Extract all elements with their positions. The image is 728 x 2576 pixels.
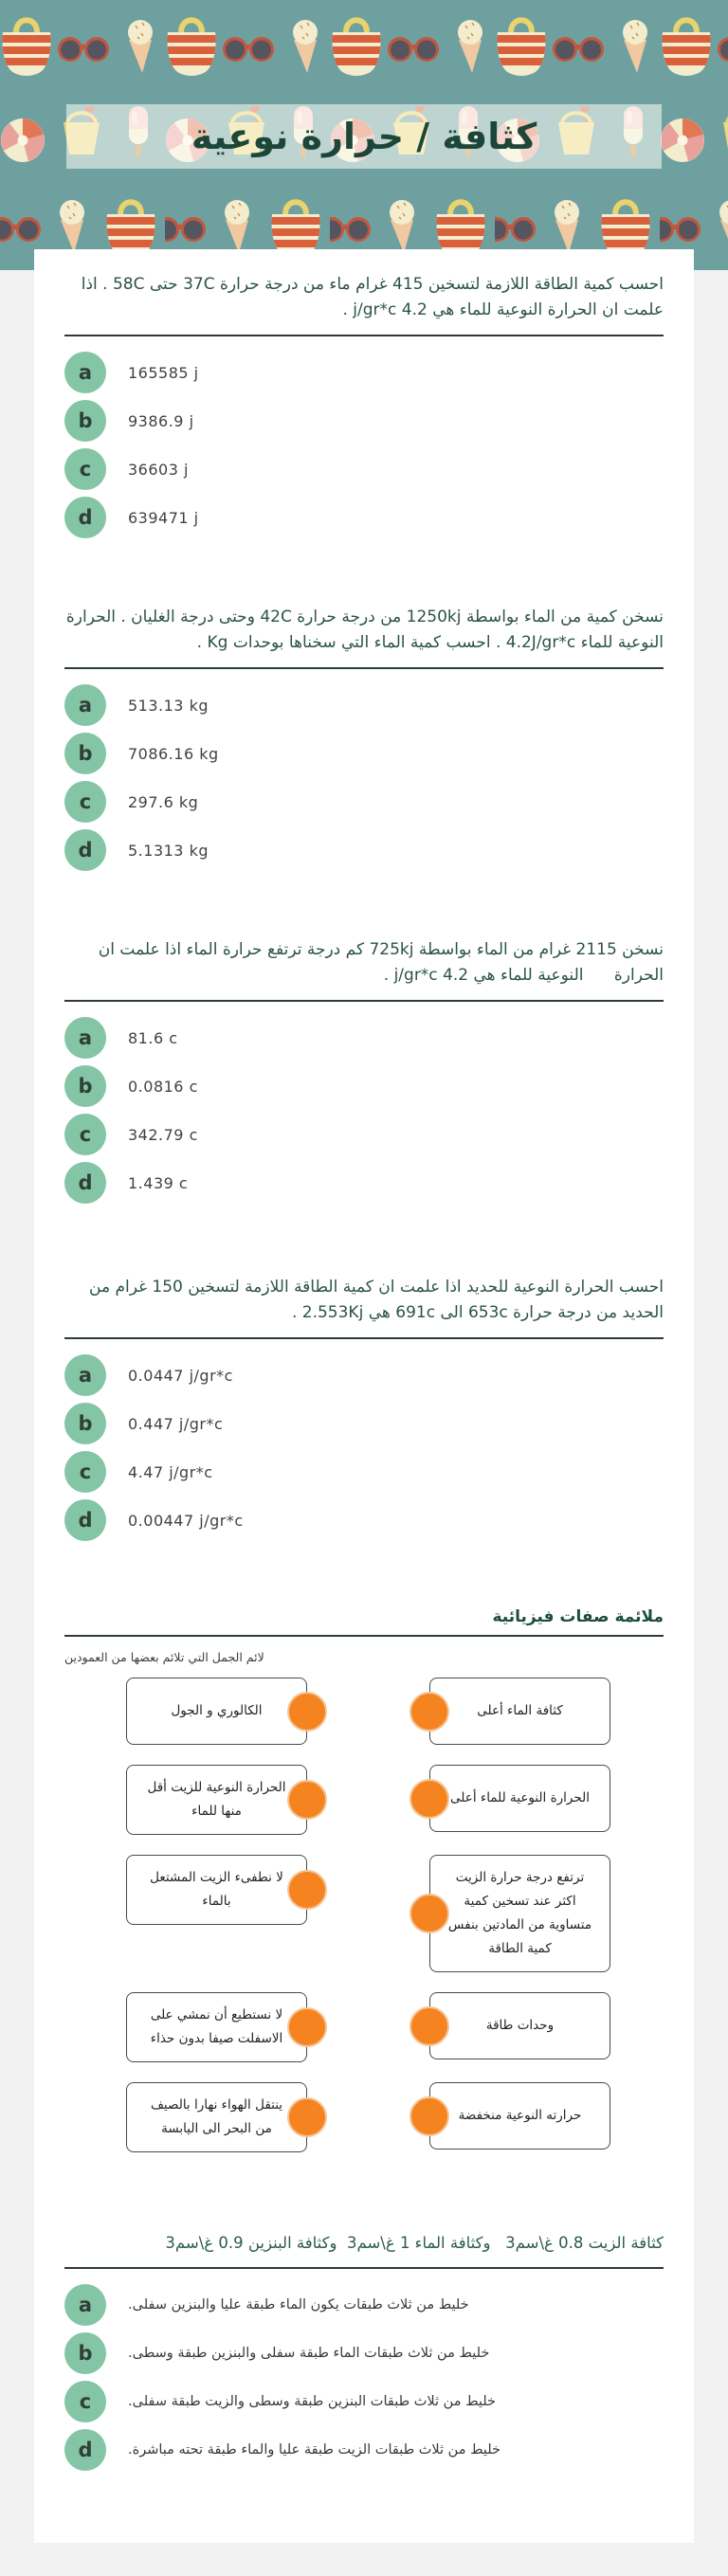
option-letter-badge[interactable]: a xyxy=(64,352,106,393)
match-connector-dot[interactable] xyxy=(287,2007,327,2047)
option-text: خليط من ثلاث طبقات الزيت طبقة عليا والماء طبقة تحته مباشرة. xyxy=(128,2442,501,2458)
option-text: 9386.9 j xyxy=(128,411,194,430)
question-divider xyxy=(64,1000,664,1002)
option-letter-badge[interactable]: b xyxy=(64,1403,106,1444)
answer-option[interactable] xyxy=(64,1403,664,1444)
option-letter-badge[interactable]: a xyxy=(64,684,106,726)
option-text: خليط من ثلاث طبقات الماء طبقة سفلى والبنزين طبقة وسطى. xyxy=(128,2346,490,2361)
question-text: كثافة الزيت 0.8 غ\سم3 وكثافة الماء 1 غ\سم3 وكثافة البنزين 0.9 غ\سم3 xyxy=(165,2234,664,2252)
option-text: 1.439 c xyxy=(128,1173,189,1192)
question-text: نسخن كمية من الماء بواسطة 1250kj من درجة حرارة 42C وحتى درجة الغليان . الحرارة النوعية للماء 4.2J/gr*c . احسب كمية الماء التي سخناها بوحدات Kg . xyxy=(65,608,664,652)
answer-option[interactable] xyxy=(64,1354,664,1396)
match-right-box[interactable] xyxy=(429,1855,610,1972)
matching-row-3 xyxy=(126,1855,610,1972)
option-letter-badge[interactable]: c xyxy=(64,448,106,490)
option-text: 0.0447 j/gr*c xyxy=(128,1366,233,1385)
answer-option[interactable] xyxy=(64,497,664,538)
answer-option[interactable] xyxy=(64,2381,664,2422)
match-right-text: وحدات طاقة xyxy=(485,2018,555,2033)
option-text: 36603 j xyxy=(128,460,189,479)
option-letter-badge[interactable]: c xyxy=(64,1114,106,1155)
match-left-box[interactable] xyxy=(126,1855,307,1925)
option-text: 342.79 c xyxy=(128,1125,198,1144)
option-letter-badge[interactable]: d xyxy=(64,1162,106,1204)
option-text: 5.1313 kg xyxy=(128,841,209,860)
answer-option[interactable] xyxy=(64,2429,664,2471)
quiz-card xyxy=(34,249,694,2543)
option-letter-badge[interactable]: a xyxy=(64,1017,106,1059)
question-divider xyxy=(64,2267,664,2269)
section-divider xyxy=(64,1635,664,1637)
option-letter-badge[interactable]: c xyxy=(64,1451,106,1493)
answer-option[interactable] xyxy=(64,684,664,726)
match-connector-dot[interactable] xyxy=(287,2097,327,2137)
answer-option[interactable] xyxy=(64,781,664,823)
option-letter-badge[interactable]: a xyxy=(64,1354,106,1396)
option-text: خليط من ثلاث طبقات يكون الماء طبقة عليا والبنزين سفلى. xyxy=(128,2297,469,2313)
answer-option[interactable] xyxy=(64,733,664,774)
title-banner xyxy=(66,104,662,169)
match-left-box[interactable] xyxy=(126,1678,307,1745)
match-right-text: حرارته النوعية منخفضة xyxy=(458,2108,582,2123)
question-block-3 xyxy=(64,937,664,1204)
question-block-1 xyxy=(64,272,664,538)
answer-option[interactable] xyxy=(64,1499,664,1541)
option-letter-badge[interactable]: d xyxy=(64,2429,106,2471)
answer-option[interactable] xyxy=(64,1017,664,1059)
match-right-text: كثافة الماء أعلى xyxy=(477,1703,563,1718)
question-divider xyxy=(64,335,664,336)
match-right-box[interactable] xyxy=(429,1992,610,2059)
option-letter-badge[interactable]: d xyxy=(64,497,106,538)
answer-option[interactable] xyxy=(64,448,664,490)
match-connector-dot[interactable] xyxy=(410,1779,449,1819)
option-text: 297.6 kg xyxy=(128,792,199,811)
answer-option[interactable] xyxy=(64,1162,664,1204)
option-text: 7086.16 kg xyxy=(128,744,219,763)
answer-option[interactable] xyxy=(64,1065,664,1107)
option-text: 0.0816 c xyxy=(128,1077,198,1096)
question-divider xyxy=(64,667,664,669)
match-left-text: لا نطفىء الزيت المشتعل بالماء xyxy=(150,1870,283,1909)
option-text: خليط من ثلاث طبقات البنزين طبقة وسطى والزيت طبقة سفلى. xyxy=(128,2394,497,2409)
question-block-2 xyxy=(64,605,664,871)
option-letter-badge[interactable]: d xyxy=(64,1499,106,1541)
answer-option[interactable] xyxy=(64,829,664,871)
match-right-box[interactable] xyxy=(429,2082,610,2150)
question-text: نسخن 2115 غرام من الماء بواسطة 725kj كم درجة ترتفع حرارة الماء اذا علمت ان الحرارة النوعية للماء هي 4.2 j/gr*c . xyxy=(98,940,664,985)
matching-row-2 xyxy=(126,1765,610,1835)
match-right-text: ترتفع درجة حرارة الزيت اكثر عند تسخين كمية متساوية من المادتين بنفس كمية الطاقة xyxy=(447,1870,592,1956)
matching-section xyxy=(64,1607,664,2152)
option-text: 4.47 j/gr*c xyxy=(128,1462,213,1481)
question-block-5 xyxy=(64,2230,664,2471)
question-text: احسب الحرارة النوعية للحديد اذا علمت ان كمية الطاقة اللازمة لتسخين 150 غرام من الحديد من درجة حرارة 653c الى 691c هي 2.553Kj . xyxy=(89,1278,664,1322)
answer-option[interactable] xyxy=(64,1114,664,1155)
match-connector-dot[interactable] xyxy=(410,2006,449,2046)
answer-option[interactable] xyxy=(64,2284,664,2326)
option-letter-badge[interactable]: c xyxy=(64,2381,106,2422)
decorative-header xyxy=(0,0,728,270)
matching-rows xyxy=(126,1678,610,2152)
option-text: 513.13 kg xyxy=(128,696,209,715)
matching-row-1 xyxy=(126,1678,610,1745)
option-text: 165585 j xyxy=(128,363,199,382)
answer-option[interactable] xyxy=(64,2332,664,2374)
match-right-box[interactable] xyxy=(429,1765,610,1832)
option-text: 81.6 c xyxy=(128,1028,178,1047)
match-left-text: لا نستطيع أن نمشي على الاسفلت صيفا بدون حذاء xyxy=(150,2007,283,2046)
match-connector-dot[interactable] xyxy=(287,1780,327,1820)
match-right-text: الحرارة النوعية للماء أعلى xyxy=(450,1790,590,1805)
answer-option[interactable] xyxy=(64,400,664,442)
matching-row-5 xyxy=(126,2082,610,2152)
match-left-text: ينتقل الهواء نهارا بالصيف من البحر الى اليابسة xyxy=(150,2097,283,2136)
matching-row-4 xyxy=(126,1992,610,2062)
answer-option[interactable] xyxy=(64,1451,664,1493)
option-letter-badge[interactable]: b xyxy=(64,2332,106,2374)
match-left-text: الحرارة النوعية للزيت أقل منها للماء xyxy=(147,1780,286,1819)
option-letter-badge[interactable]: b xyxy=(64,1065,106,1107)
answer-option[interactable] xyxy=(64,352,664,393)
match-left-box[interactable] xyxy=(126,1992,307,2062)
match-right-box[interactable] xyxy=(429,1678,610,1745)
match-left-box[interactable] xyxy=(126,1765,307,1835)
match-connector-dot[interactable] xyxy=(287,1870,327,1910)
matching-title: ملائمة صفات فيزيائية xyxy=(492,1607,664,1626)
option-text: 0.447 j/gr*c xyxy=(128,1414,224,1433)
option-letter-badge[interactable]: d xyxy=(64,829,106,871)
question-divider xyxy=(64,1337,664,1339)
option-letter-badge[interactable]: b xyxy=(64,400,106,442)
match-connector-dot[interactable] xyxy=(410,1894,449,1933)
match-connector-dot[interactable] xyxy=(287,1692,327,1732)
question-block-4 xyxy=(64,1275,664,1541)
match-connector-dot[interactable] xyxy=(410,1692,449,1732)
page-title: كثافة / حرارة نوعية xyxy=(191,116,537,157)
match-left-text: الكالوري و الجول xyxy=(171,1703,263,1718)
option-text: 639471 j xyxy=(128,508,199,527)
matching-instruction: لائم الجمل التي تلائم بعضها من العمودين xyxy=(64,1650,264,1664)
option-letter-badge[interactable]: c xyxy=(64,781,106,823)
match-connector-dot[interactable] xyxy=(410,2096,449,2136)
match-left-box[interactable] xyxy=(126,2082,307,2152)
option-text: 0.00447 j/gr*c xyxy=(128,1511,244,1530)
option-letter-badge[interactable]: a xyxy=(64,2284,106,2326)
option-letter-badge[interactable]: b xyxy=(64,733,106,774)
question-text: احسب كمية الطاقة اللازمة لتسخين 415 غرام ماء من درجة حرارة 37C حتى 58C . اذا علمت ان الحرارة النوعية للماء هي 4.2 j/gr*c . xyxy=(81,275,664,319)
